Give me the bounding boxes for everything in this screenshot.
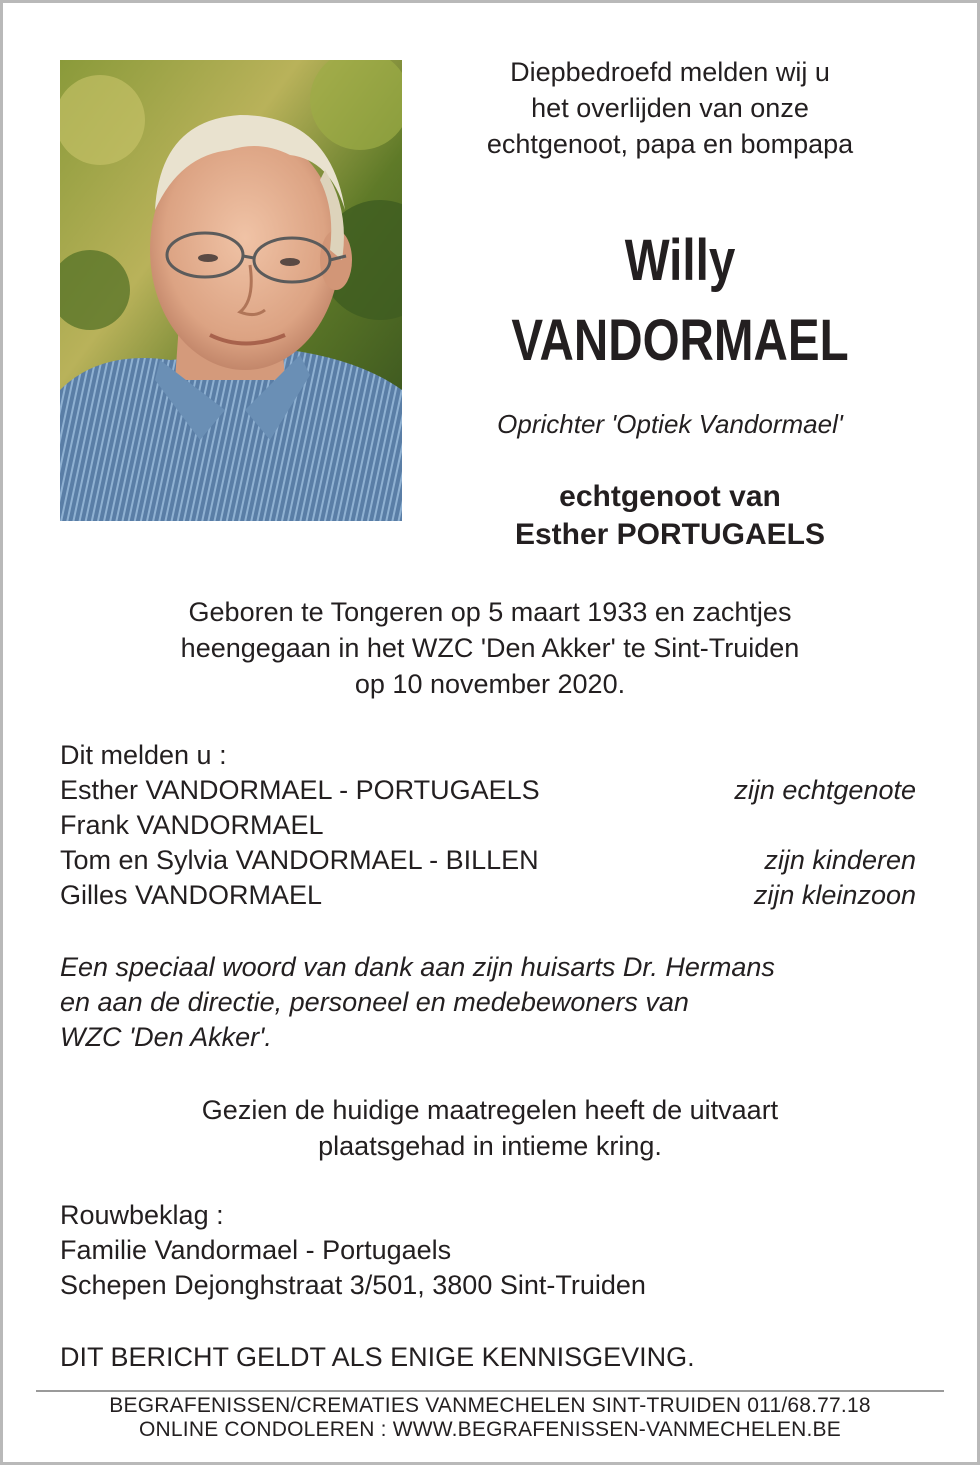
spouse-line: echtgenoot van (559, 480, 781, 513)
announcers-heading: Dit melden u : (60, 740, 227, 770)
funeral-line: Gezien de huidige maatregelen heeft de uitvaart (201, 1095, 779, 1125)
born-line: heengegaan in het WZC 'Den Akker' te Sint-Truiden (180, 633, 800, 663)
announcer-role: zijn kleinzoon (753, 880, 916, 910)
list-item (60, 843, 920, 878)
deceased-first-name: Willy (624, 228, 736, 293)
announcer-name: Esther VANDORMAEL - PORTUGAELS (60, 775, 540, 805)
notice-text: DIT BERICHT GELDT ALS ENIGE KENNISGEVING. (60, 1342, 695, 1372)
spouse-block (430, 478, 910, 554)
footer (36, 1394, 944, 1442)
intro-line: Diepbedroefd melden wij u (510, 57, 830, 87)
condolence-address: Schepen Dejonghstraat 3/501, 3800 Sint-Truiden (60, 1270, 646, 1300)
footer-divider (36, 1390, 944, 1392)
condolence-family: Familie Vandormael - Portugaels (60, 1235, 452, 1265)
intro-text (430, 54, 910, 162)
announcers-list (60, 738, 920, 913)
list-item (60, 808, 920, 843)
funeral-text (60, 1092, 920, 1164)
list-item (60, 878, 920, 913)
condolence-heading: Rouwbeklag : (60, 1200, 224, 1230)
born-line: Geboren te Tongeren op 5 maart 1933 en zachtjes (188, 597, 792, 627)
portrait-photo (60, 60, 402, 521)
deceased-last-name: VANDORMAEL (511, 308, 849, 373)
announcer-name: Gilles VANDORMAEL (60, 880, 323, 910)
announcer-role: zijn echtgenote (734, 775, 916, 805)
intro-line: echtgenoot, papa en bompapa (486, 129, 854, 159)
thanks-text (60, 950, 920, 1055)
announcer-name: Frank VANDORMAEL (60, 810, 324, 840)
born-line: op 10 november 2020. (354, 669, 626, 699)
thanks-line: en aan de directie, personeel en medebewoners van (60, 987, 689, 1017)
deceased-title: Oprichter 'Optiek Vandormael' (497, 409, 843, 439)
spouse-name: Esther PORTUGAELS (514, 518, 826, 551)
announcer-role (916, 808, 920, 843)
intro-line: het overlijden van onze (531, 93, 809, 123)
birth-death-text (60, 594, 920, 702)
thanks-line: Een speciaal woord van dank aan zijn huisarts Dr. Hermans (60, 952, 775, 982)
announcer-name: Tom en Sylvia VANDORMAEL - BILLEN (60, 845, 539, 875)
funeral-line: plaatsgehad in intieme kring. (318, 1131, 662, 1161)
thanks-line: WZC 'Den Akker'. (60, 1022, 272, 1052)
condolence-block (60, 1198, 920, 1303)
footer-line: BEGRAFENISSEN/CREMATIES VANMECHELEN SINT-TRUIDEN 011/68.77.18 (109, 1394, 871, 1417)
list-item (60, 773, 920, 808)
footer-link[interactable]: ONLINE CONDOLEREN : WWW.BEGRAFENISSEN-VANMECHELEN.BE (139, 1418, 841, 1441)
announcer-role: zijn kinderen (764, 845, 916, 875)
